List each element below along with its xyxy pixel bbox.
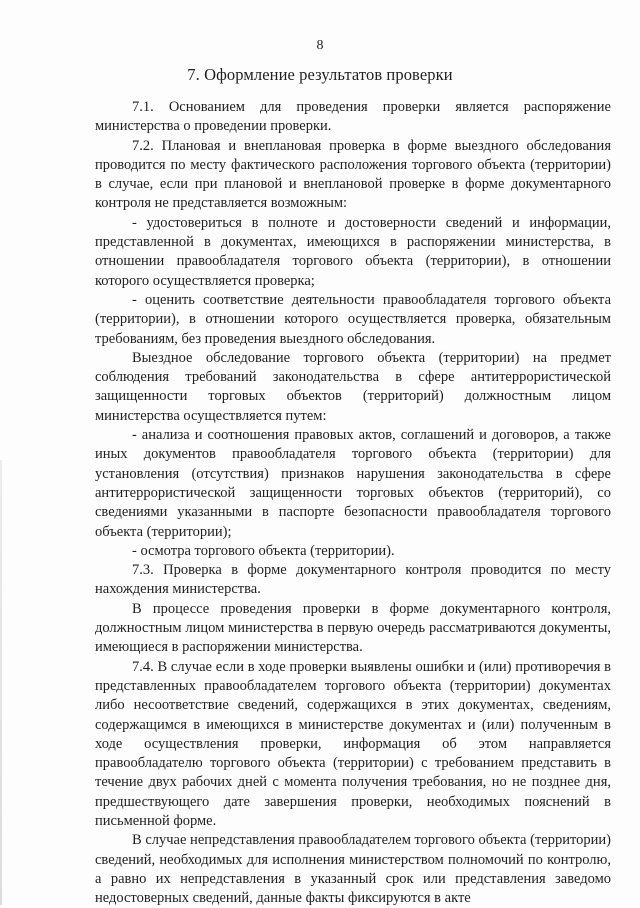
paragraph-documentary-review: В процессе проведения проверки в форме документарного контроля, должностным лицом министерства в первую очередь рассматриваются документы, имеющиеся в распоряжении министерства.: [95, 600, 611, 656]
paragraph-7-2: 7.2. Плановая и внеплановая проверка в форме выездного обследования проводится по месту фактического расположения торгового объекта (территории) в случае, если при плановой и внеплановой проверке в форме документарного контроля не представляется возможным:: [95, 137, 611, 212]
paragraph-onsite-inspection: Выездное обследование торгового объекта (территории) на предмет соблюдения требований законодательства в сфере антитеррористической защищенности торговых объектов (территорий) должностным лицом министерства осуществляется путем:: [95, 349, 611, 424]
paragraph-non-submission: В случае непредставления правообладателем торгового объекта (территории) сведений, необходимых для исполнения министерством полномочий по контролю, а равно их непредставления в указанный срок или представления заведомо недостоверных сведений, данные факты фиксируются в акте: [95, 832, 611, 907]
paragraph-7-1: 7.1. Основанием для проведения проверки является распоряжение министерства о проведении проверки.: [95, 99, 611, 135]
paragraph-7-3: 7.3. Проверка в форме документарного контроля проводится по месту нахождения министерства.: [95, 562, 611, 598]
body-text: [95, 98, 611, 908]
list-item-examination: - осмотра торгового объекта (территории).: [132, 542, 395, 559]
list-item-analysis: - анализа и соотношения правовых актов, соглашений и договоров, а также иных документов правообладателя торгового объекта (территории) для установления (отсутствия) признаков нарушения законодательства в сфере антитеррористической защищенности торговых объектов (территорий), со сведениями указанными в паспорте безопасности правообладателя торгового объекта (территории);: [95, 427, 611, 540]
section-title: 7. Оформление результатов проверки: [187, 65, 453, 84]
list-item-verify: - удостовериться в полноте и достоверности сведений и информации, представленной в документах, имеющихся в распоряжении министерства, в отношении правообладателя торгового объекта (территории), в отношении которого осуществляется проверка;: [95, 214, 611, 289]
list-item-assess: - оценить соответствие деятельности правообладателя торгового объекта (территории), в отношении которого осуществляется проверка, обязательным требованиям, без проведения выездного обследования.: [95, 291, 611, 347]
paragraph-7-4: 7.4. В случае если в ходе проверки выявлены ошибки и (или) противоречия в представленных правообладателем торгового объекта (территории) документах либо несоответствие сведений, содержащихся в этих документах, сведениям, содержащимся в имеющихся в министерстве документах и (или) полученным в ходе осуществления проверки, информация об этом направляется правообладателю торгового объекта (территории) с требованием представить в течение двух рабочих дней с момента получения требования, но не позднее дня, предшествующего дате завершения проверки, необходимых пояснений в письменной форме.: [95, 658, 611, 829]
scan-edge-shadow: [0, 460, 2, 905]
page-number: 8: [316, 38, 324, 53]
